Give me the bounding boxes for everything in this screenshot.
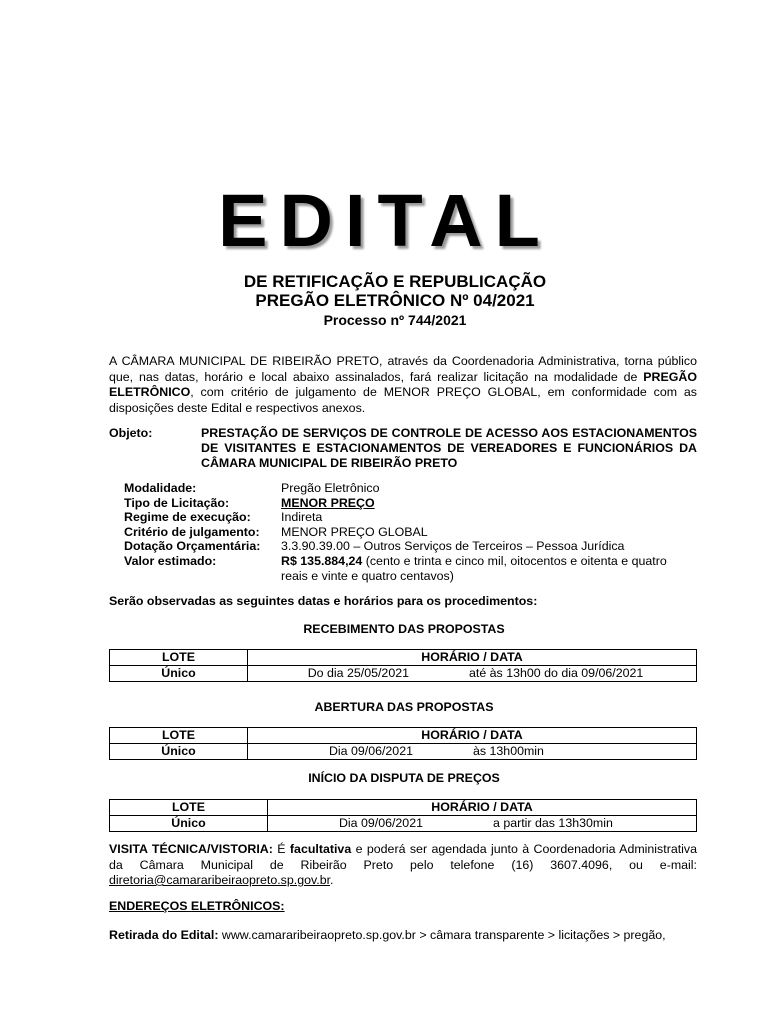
document-title: EDITAL [218,179,552,262]
abertura-time: às 13h00min [473,744,544,758]
valor-extenso: (cento e trinta e cinco mil, oitocentos e oitenta e quatro reais e vinte e quatro centavos) [281,553,667,583]
disputa-table [109,799,697,832]
objeto-text: PRESTAÇÃO DE SERVIÇOS DE CONTROLE DE ACESSO AOS ESTACIONAMENTOS DE VISITANTES E ESTACIONAMENTOS DE VEREADORES E FUNCIONÁRIOS DA CÂMARA MUNICIPAL DE RIBEIRÃO PRETO [201,426,697,470]
visita-end: . [330,873,334,887]
modalidade-value: Pregão Eletrônico [281,481,380,495]
intro-text-1: A CÂMARA MUNICIPAL DE RIBEIRÃO PRETO, através da Coordenadoria Administrativa, torna público que, nas datas, horário e local abaixo assinalados, fará realizar licitação na modalidade de [109,354,697,384]
retirada-label: Retirada do Edital: [109,928,219,942]
subtitle-pregao: PREGÃO ELETRÔNICO Nº 04/2021 [255,291,535,310]
subtitle-retificacao: DE RETIFICAÇÃO E REPUBLICAÇÃO [243,272,547,291]
subtitle-processo: Processo nº 744/2021 [323,312,467,328]
col-lote-header: LOTE [110,650,248,666]
col-horario-header: HORÁRIO / DATA [248,650,697,666]
intro-bold: PREGÃO ELETRÔNICO [109,369,697,399]
horario-cell [248,744,697,760]
valor-value [281,554,697,583]
col-lote-header: LOTE [110,728,248,744]
horario-cell [248,666,697,682]
criterio-label: Critério de julgamento: [124,524,260,539]
criterio-value: MENOR PREÇO GLOBAL [281,524,428,539]
visita-text-2: e poderá ser agendada junto à Coordenadoria Administrativa da Câmara Municipal de Ribeirão Preto pelo telefone (16) 3607.4096, ou e-mail: [109,842,697,872]
info-block [124,481,697,583]
lote-cell: Único [110,666,248,682]
retirada-text: www.camararibeiraopreto.sp.gov.br > câmara transparente > licitações > pregão, [218,928,666,942]
visita-paragraph [109,842,697,889]
info-row-tipo [124,496,697,511]
observadas-text: Serão observadas as seguintes datas e horários para os procedimentos: [109,594,538,608]
objeto-label: Objeto: [109,426,153,440]
abertura-date: Dia 09/06/2021 [328,744,413,758]
table-row [110,744,697,760]
table-row [110,666,697,682]
disputa-time: a partir das 13h30min [493,816,613,830]
tipo-label: Tipo de Licitação: [124,495,230,510]
table-header-row [110,650,697,666]
info-row-criterio [124,525,697,540]
abertura-title: ABERTURA DAS PROPOSTAS [314,700,494,714]
visita-label: VISITA TÉCNICA/VISTORIA: [109,842,273,856]
valor-label: Valor estimado: [124,553,217,568]
recebimento-to: até às 13h00 do dia 09/06/2021 [469,666,644,680]
modalidade-label: Modalidade: [124,481,197,495]
table-header-row [110,800,697,816]
table-row [110,816,697,832]
table-header-row [110,728,697,744]
dotacao-label: Dotação Orçamentária: [124,539,261,554]
regime-label: Regime de execução: [124,510,251,525]
col-lote-header: LOTE [110,800,268,816]
col-horario-header: HORÁRIO / DATA [268,800,697,816]
regime-value: Indireta [281,510,323,525]
disputa-title: INÍCIO DA DISPUTA DE PREÇOS [308,771,500,785]
recebimento-from: Do dia 25/05/2021 [307,666,409,680]
col-horario-header: HORÁRIO / DATA [248,728,697,744]
recebimento-table [109,649,697,682]
dotacao-value: 3.3.90.39.00 – Outros Serviços de Terceiros – Pessoa Jurídica [281,539,625,554]
info-row-dotacao [124,539,697,554]
info-row-modalidade [124,481,697,496]
tipo-value: MENOR PREÇO [281,495,375,510]
recebimento-title: RECEBIMENTO DAS PROPOSTAS [303,622,505,636]
intro-paragraph [109,354,697,416]
disputa-date: Dia 09/06/2021 [338,816,423,830]
lote-cell: Único [110,816,268,832]
lote-cell: Único [110,744,248,760]
info-row-valor [124,554,697,583]
retirada-line [109,928,709,942]
email-link[interactable]: diretoria@camararibeiraopreto.sp.gov.br [109,873,331,887]
visita-text-1: É [272,842,290,856]
info-row-regime [124,510,697,525]
enderecos-heading: ENDEREÇOS ELETRÔNICOS: [109,899,285,913]
visita-bold: facultativa [289,842,352,856]
intro-text-2: , com critério de julgamento de MENOR PREÇO GLOBAL, em conformidade com as disposições deste Edital e respectivos anexos. [109,385,697,415]
abertura-table [109,727,697,760]
horario-cell [268,816,697,832]
valor-amount: R$ 135.884,24 [281,553,363,568]
